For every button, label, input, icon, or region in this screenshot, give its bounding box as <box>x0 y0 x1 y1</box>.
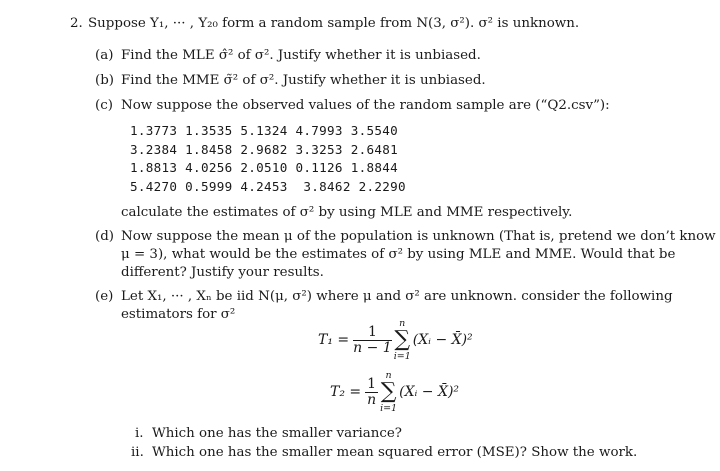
part-b-text: Find the MME σ̃² of σ². Justify whether it is unbiased. <box>121 73 486 88</box>
t2-lower-limit: i=1 <box>380 403 398 414</box>
subpart-ii-label: ii. <box>131 445 144 460</box>
problem-intro: Suppose Y₁, ··· , Y₂₀ form a random sample from N(3, σ²). σ² is unknown. <box>88 16 580 31</box>
t1-lower-limit: i=1 <box>393 351 411 362</box>
t1-sigma: ∑ <box>394 327 411 352</box>
t1-numerator: 1 <box>353 325 392 341</box>
t2-numerator: 1 <box>367 375 377 392</box>
part-c-label: (c) <box>95 98 113 113</box>
part-b-label: (b) <box>95 73 115 88</box>
part-d-label: (d) <box>95 229 115 244</box>
t2-denominator: n <box>367 391 377 408</box>
t1-term: (Xᵢ − X̄)² <box>412 332 473 348</box>
part-c-followup: calculate the estimates of σ² by using MLE and MME respectively. <box>121 205 573 220</box>
t2-sigma: ∑ <box>380 379 397 404</box>
t2-upper-limit: n <box>385 370 392 381</box>
t1-fraction <box>353 325 392 356</box>
equation-t2 <box>330 370 459 414</box>
problem-number: 2. <box>70 16 83 31</box>
t1-upper-limit: n <box>399 318 406 329</box>
part-c-text: Now suppose the observed values of the random sample are (“Q2.csv”): <box>121 98 610 113</box>
data-table <box>130 122 406 196</box>
part-a-label: (a) <box>95 48 114 63</box>
t1-denominator: n − 1 <box>353 339 392 356</box>
t1-summation <box>394 318 411 362</box>
t1-lhs: T₁ = <box>318 332 350 348</box>
part-e-line-2: estimators for σ² <box>121 307 236 322</box>
t2-lhs: T₂ = <box>330 384 362 400</box>
part-d-line-1: Now suppose the mean μ of the population is unknown (That is, pretend we don’t know <box>121 229 716 244</box>
part-d-line-3: different? Justify your results. <box>121 265 324 280</box>
subpart-ii-text: Which one has the smaller mean squared error (MSE)? Show the work. <box>152 445 638 460</box>
part-e-line-1: Let X₁, ··· , Xₙ be iid N(μ, σ²) where μ and σ² are unknown. consider the following <box>121 289 673 304</box>
data-row: 5.4270 0.5999 4.2453 3.8462 2.2290 <box>130 178 406 194</box>
part-d-line-2: μ = 3), what would be the estimates of σ² by using MLE and MME. Would that be <box>121 247 676 262</box>
t2-summation <box>380 370 397 414</box>
equation-t1 <box>318 318 473 362</box>
subpart-i-text: Which one has the smaller variance? <box>152 426 402 441</box>
t2-term: (Xᵢ − X̄)² <box>399 384 460 400</box>
data-row: 3.2384 1.8458 2.9682 3.3253 2.6481 <box>130 141 398 157</box>
t2-fraction <box>365 377 378 408</box>
data-row: 1.8813 4.0256 2.0510 0.1126 1.8844 <box>130 160 398 175</box>
part-a-text: Find the MLE σ̂² of σ². Justify whether it is unbiased. <box>121 48 481 63</box>
part-e-label: (e) <box>95 289 114 304</box>
data-row: 1.3773 1.3535 5.1324 4.7993 3.5540 <box>130 123 398 138</box>
subpart-i-label: i. <box>135 426 144 441</box>
